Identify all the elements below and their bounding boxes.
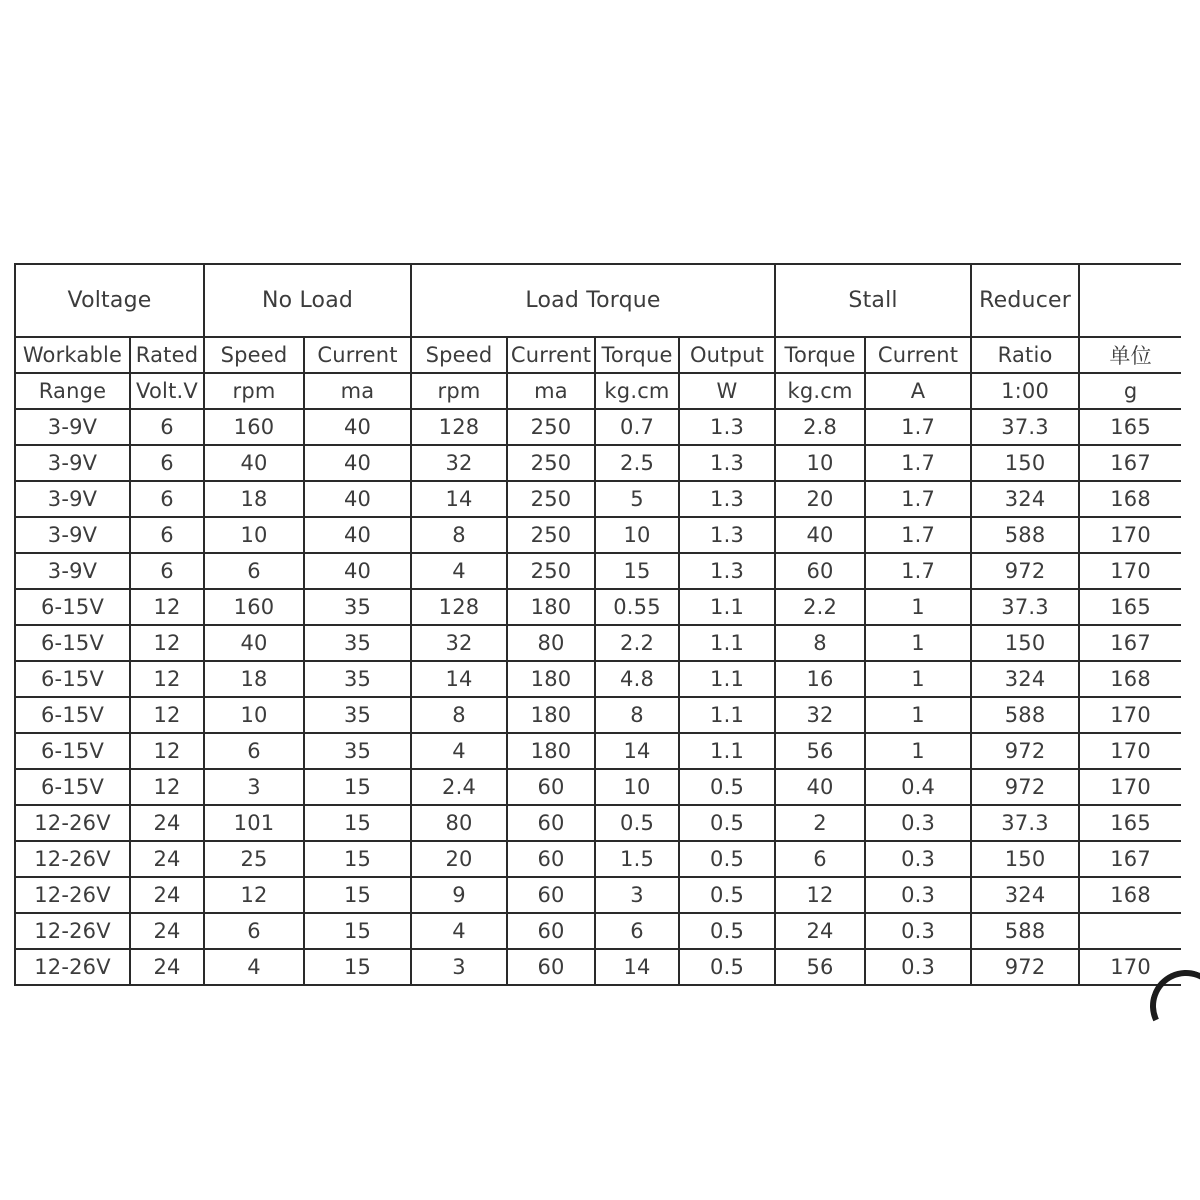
table-cell: 150 xyxy=(971,625,1079,661)
table-cell: 6-15V xyxy=(15,625,130,661)
table-cell: 8 xyxy=(411,697,507,733)
table-cell: 40 xyxy=(304,409,411,445)
table-cell: 12 xyxy=(130,733,204,769)
table-cell: 165 xyxy=(1079,409,1181,445)
sub-header-cell: 单位 xyxy=(1079,337,1181,373)
table-cell: 6 xyxy=(130,517,204,553)
table-cell: 150 xyxy=(971,445,1079,481)
table-cell: 10 xyxy=(204,697,304,733)
table-row xyxy=(15,733,1181,769)
table-cell: 14 xyxy=(595,949,679,985)
sub-header-cell: Current xyxy=(304,337,411,373)
table-cell: 1.7 xyxy=(865,409,971,445)
table-cell: 6 xyxy=(130,553,204,589)
table-cell: 24 xyxy=(130,877,204,913)
table-cell: 250 xyxy=(507,553,595,589)
table-cell: 2.2 xyxy=(595,625,679,661)
table-cell: 0.5 xyxy=(679,805,775,841)
table-cell: 4 xyxy=(411,553,507,589)
header-blank xyxy=(1079,264,1181,337)
unit-header-cell: Range xyxy=(15,373,130,409)
sub-header-cell: Torque xyxy=(595,337,679,373)
table-cell: 0.5 xyxy=(679,913,775,949)
table-row xyxy=(15,409,1181,445)
table-cell: 972 xyxy=(971,553,1079,589)
table-cell: 25 xyxy=(204,841,304,877)
table-cell: 60 xyxy=(507,841,595,877)
unit-header-cell: ma xyxy=(304,373,411,409)
table-cell: 324 xyxy=(971,481,1079,517)
table-cell: 40 xyxy=(304,445,411,481)
sub-header-cell: Ratio xyxy=(971,337,1079,373)
table-cell: 14 xyxy=(411,481,507,517)
table-cell: 170 xyxy=(1079,769,1181,805)
table-cell: 6 xyxy=(204,913,304,949)
table-cell: 3-9V xyxy=(15,481,130,517)
table-row xyxy=(15,661,1181,697)
table-cell: 150 xyxy=(971,841,1079,877)
table-cell: 324 xyxy=(971,877,1079,913)
table-cell: 180 xyxy=(507,661,595,697)
table-cell xyxy=(1079,913,1181,949)
table-cell: 12 xyxy=(130,625,204,661)
table-cell: 4.8 xyxy=(595,661,679,697)
table-row xyxy=(15,913,1181,949)
table-cell: 60 xyxy=(507,877,595,913)
table-cell: 1.3 xyxy=(679,481,775,517)
unit-header-cell: ma xyxy=(507,373,595,409)
table-row xyxy=(15,481,1181,517)
table-cell: 160 xyxy=(204,409,304,445)
header-reducer: Reducer xyxy=(971,264,1079,337)
table-cell: 10 xyxy=(595,517,679,553)
table-cell: 60 xyxy=(507,913,595,949)
table-cell: 12 xyxy=(775,877,865,913)
table-cell: 5 xyxy=(595,481,679,517)
table-cell: 170 xyxy=(1079,733,1181,769)
table-cell: 40 xyxy=(304,517,411,553)
unit-header-cell: kg.cm xyxy=(595,373,679,409)
sub-header-cell: Current xyxy=(507,337,595,373)
unit-header-cell: A xyxy=(865,373,971,409)
table-cell: 60 xyxy=(507,805,595,841)
table-cell: 0.3 xyxy=(865,913,971,949)
motor-spec-table xyxy=(14,263,1181,986)
table-row xyxy=(15,697,1181,733)
table-cell: 972 xyxy=(971,733,1079,769)
unit-header-cell: kg.cm xyxy=(775,373,865,409)
table-cell: 1 xyxy=(865,661,971,697)
table-cell: 180 xyxy=(507,697,595,733)
table-cell: 167 xyxy=(1079,445,1181,481)
table-row xyxy=(15,805,1181,841)
table-cell: 128 xyxy=(411,409,507,445)
table-cell: 15 xyxy=(304,877,411,913)
table-cell: 972 xyxy=(971,949,1079,985)
table-cell: 24 xyxy=(130,805,204,841)
table-cell: 60 xyxy=(507,769,595,805)
sub-header-cell: Current xyxy=(865,337,971,373)
table-cell: 40 xyxy=(304,553,411,589)
table-cell: 170 xyxy=(1079,517,1181,553)
table-cell: 12 xyxy=(130,697,204,733)
header-no-load: No Load xyxy=(204,264,411,337)
table-cell: 35 xyxy=(304,697,411,733)
table-cell: 4 xyxy=(411,733,507,769)
unit-header-cell: 1:00 xyxy=(971,373,1079,409)
table-cell: 1.3 xyxy=(679,553,775,589)
unit-header-cell: rpm xyxy=(411,373,507,409)
table-cell: 250 xyxy=(507,445,595,481)
table-cell: 6-15V xyxy=(15,697,130,733)
table-cell: 1.3 xyxy=(679,445,775,481)
table-cell: 1.7 xyxy=(865,481,971,517)
table-row xyxy=(15,877,1181,913)
table-cell: 972 xyxy=(971,769,1079,805)
table-cell: 10 xyxy=(204,517,304,553)
table-cell: 6 xyxy=(775,841,865,877)
table-cell: 12-26V xyxy=(15,805,130,841)
table-cell: 15 xyxy=(304,949,411,985)
table-cell: 1.1 xyxy=(679,661,775,697)
table-cell: 40 xyxy=(304,481,411,517)
table-cell: 24 xyxy=(130,949,204,985)
table-cell: 2 xyxy=(775,805,865,841)
table-cell: 60 xyxy=(775,553,865,589)
sub-header-cell: Speed xyxy=(411,337,507,373)
table-cell: 3-9V xyxy=(15,409,130,445)
table-cell: 1 xyxy=(865,625,971,661)
table-cell: 12-26V xyxy=(15,913,130,949)
table-cell: 170 xyxy=(1079,697,1181,733)
table-cell: 35 xyxy=(304,661,411,697)
table-cell: 16 xyxy=(775,661,865,697)
header-group-row xyxy=(15,264,1181,337)
table-cell: 40 xyxy=(775,769,865,805)
table-cell: 0.3 xyxy=(865,949,971,985)
table-row xyxy=(15,553,1181,589)
table-cell: 10 xyxy=(775,445,865,481)
table-cell: 6 xyxy=(130,445,204,481)
table-cell: 168 xyxy=(1079,481,1181,517)
table-cell: 170 xyxy=(1079,949,1181,985)
table-cell: 6-15V xyxy=(15,769,130,805)
table-cell: 8 xyxy=(595,697,679,733)
table-cell: 15 xyxy=(595,553,679,589)
table-cell: 3 xyxy=(204,769,304,805)
table-cell: 60 xyxy=(507,949,595,985)
table-row xyxy=(15,517,1181,553)
table-cell: 24 xyxy=(130,913,204,949)
table-cell: 0.5 xyxy=(679,877,775,913)
table-cell: 8 xyxy=(411,517,507,553)
table-cell: 588 xyxy=(971,697,1079,733)
table-cell: 3 xyxy=(411,949,507,985)
table-cell: 3-9V xyxy=(15,517,130,553)
sub-header-cell: Output xyxy=(679,337,775,373)
table-cell: 3 xyxy=(595,877,679,913)
table-cell: 37.3 xyxy=(971,409,1079,445)
table-cell: 180 xyxy=(507,733,595,769)
table-cell: 0.3 xyxy=(865,877,971,913)
table-cell: 18 xyxy=(204,661,304,697)
table-cell: 250 xyxy=(507,409,595,445)
table-cell: 2.4 xyxy=(411,769,507,805)
table-cell: 12-26V xyxy=(15,841,130,877)
unit-header-cell: Volt.V xyxy=(130,373,204,409)
table-cell: 8 xyxy=(775,625,865,661)
table-cell: 15 xyxy=(304,769,411,805)
table-cell: 15 xyxy=(304,841,411,877)
table-cell: 0.5 xyxy=(679,841,775,877)
table-cell: 35 xyxy=(304,589,411,625)
table-cell: 32 xyxy=(775,697,865,733)
table-cell: 12 xyxy=(130,769,204,805)
table-cell: 0.5 xyxy=(679,769,775,805)
table-cell: 6-15V xyxy=(15,733,130,769)
table-cell: 250 xyxy=(507,517,595,553)
table-cell: 24 xyxy=(130,841,204,877)
table-cell: 1 xyxy=(865,697,971,733)
table-cell: 20 xyxy=(411,841,507,877)
table-cell: 2.2 xyxy=(775,589,865,625)
table-cell: 588 xyxy=(971,517,1079,553)
table-cell: 12 xyxy=(130,589,204,625)
table-cell: 1.3 xyxy=(679,517,775,553)
table-cell: 170 xyxy=(1079,553,1181,589)
table-cell: 35 xyxy=(304,733,411,769)
table-cell: 12 xyxy=(204,877,304,913)
table-cell: 80 xyxy=(411,805,507,841)
table-cell: 0.5 xyxy=(595,805,679,841)
header-stall: Stall xyxy=(775,264,971,337)
table-cell: 168 xyxy=(1079,661,1181,697)
table-cell: 1.5 xyxy=(595,841,679,877)
table-cell: 15 xyxy=(304,913,411,949)
table-cell: 324 xyxy=(971,661,1079,697)
header-voltage: Voltage xyxy=(15,264,204,337)
table-cell: 168 xyxy=(1079,877,1181,913)
table-cell: 1.1 xyxy=(679,589,775,625)
table-cell: 32 xyxy=(411,445,507,481)
table-cell: 37.3 xyxy=(971,589,1079,625)
table-row xyxy=(15,949,1181,985)
table-cell: 14 xyxy=(411,661,507,697)
table-cell: 0.7 xyxy=(595,409,679,445)
table-row xyxy=(15,625,1181,661)
table-cell: 0.3 xyxy=(865,841,971,877)
sub-header-cell: Rated xyxy=(130,337,204,373)
table-cell: 37.3 xyxy=(971,805,1079,841)
sub-header-row xyxy=(15,337,1181,373)
table-cell: 0.4 xyxy=(865,769,971,805)
table-cell: 1.7 xyxy=(865,445,971,481)
table-cell: 24 xyxy=(775,913,865,949)
table-cell: 1.7 xyxy=(865,517,971,553)
table-cell: 40 xyxy=(775,517,865,553)
unit-header-row xyxy=(15,373,1181,409)
table-cell: 1.3 xyxy=(679,409,775,445)
table-row xyxy=(15,589,1181,625)
table-cell: 1 xyxy=(865,589,971,625)
table-cell: 1 xyxy=(865,733,971,769)
table-cell: 128 xyxy=(411,589,507,625)
unit-header-cell: rpm xyxy=(204,373,304,409)
table-row xyxy=(15,769,1181,805)
table-cell: 1.7 xyxy=(865,553,971,589)
table-cell: 2.8 xyxy=(775,409,865,445)
table-cell: 6-15V xyxy=(15,589,130,625)
table-cell: 6 xyxy=(130,481,204,517)
table-cell: 101 xyxy=(204,805,304,841)
unit-header-cell: g xyxy=(1079,373,1181,409)
table-cell: 15 xyxy=(304,805,411,841)
table-cell: 40 xyxy=(204,625,304,661)
table-cell: 0.3 xyxy=(865,805,971,841)
table-cell: 2.5 xyxy=(595,445,679,481)
table-body xyxy=(15,409,1181,985)
table-cell: 4 xyxy=(411,913,507,949)
table-cell: 40 xyxy=(204,445,304,481)
table-row xyxy=(15,445,1181,481)
table-cell: 56 xyxy=(775,949,865,985)
table-cell: 14 xyxy=(595,733,679,769)
table-cell: 0.55 xyxy=(595,589,679,625)
table-cell: 250 xyxy=(507,481,595,517)
table-cell: 80 xyxy=(507,625,595,661)
table-cell: 12-26V xyxy=(15,877,130,913)
table-cell: 0.5 xyxy=(679,949,775,985)
table-cell: 588 xyxy=(971,913,1079,949)
table-cell: 6-15V xyxy=(15,661,130,697)
sub-header-cell: Torque xyxy=(775,337,865,373)
table-cell: 9 xyxy=(411,877,507,913)
table-cell: 1.1 xyxy=(679,697,775,733)
table-cell: 165 xyxy=(1079,805,1181,841)
table-cell: 3-9V xyxy=(15,553,130,589)
table-cell: 180 xyxy=(507,589,595,625)
table-cell: 160 xyxy=(204,589,304,625)
table-cell: 6 xyxy=(204,733,304,769)
sub-header-cell: Workable xyxy=(15,337,130,373)
sub-header-cell: Speed xyxy=(204,337,304,373)
unit-header-cell: W xyxy=(679,373,775,409)
table-row xyxy=(15,841,1181,877)
table-cell: 35 xyxy=(304,625,411,661)
table-cell: 6 xyxy=(595,913,679,949)
table-cell: 12 xyxy=(130,661,204,697)
table-cell: 167 xyxy=(1079,841,1181,877)
table-cell: 32 xyxy=(411,625,507,661)
table-cell: 6 xyxy=(130,409,204,445)
table-cell: 167 xyxy=(1079,625,1181,661)
table-cell: 165 xyxy=(1079,589,1181,625)
header-load-torque: Load Torque xyxy=(411,264,775,337)
table-cell: 56 xyxy=(775,733,865,769)
table-cell: 1.1 xyxy=(679,625,775,661)
table-cell: 3-9V xyxy=(15,445,130,481)
table-cell: 6 xyxy=(204,553,304,589)
table-cell: 1.1 xyxy=(679,733,775,769)
table-cell: 20 xyxy=(775,481,865,517)
table-cell: 18 xyxy=(204,481,304,517)
table-cell: 10 xyxy=(595,769,679,805)
table-cell: 4 xyxy=(204,949,304,985)
table-cell: 12-26V xyxy=(15,949,130,985)
